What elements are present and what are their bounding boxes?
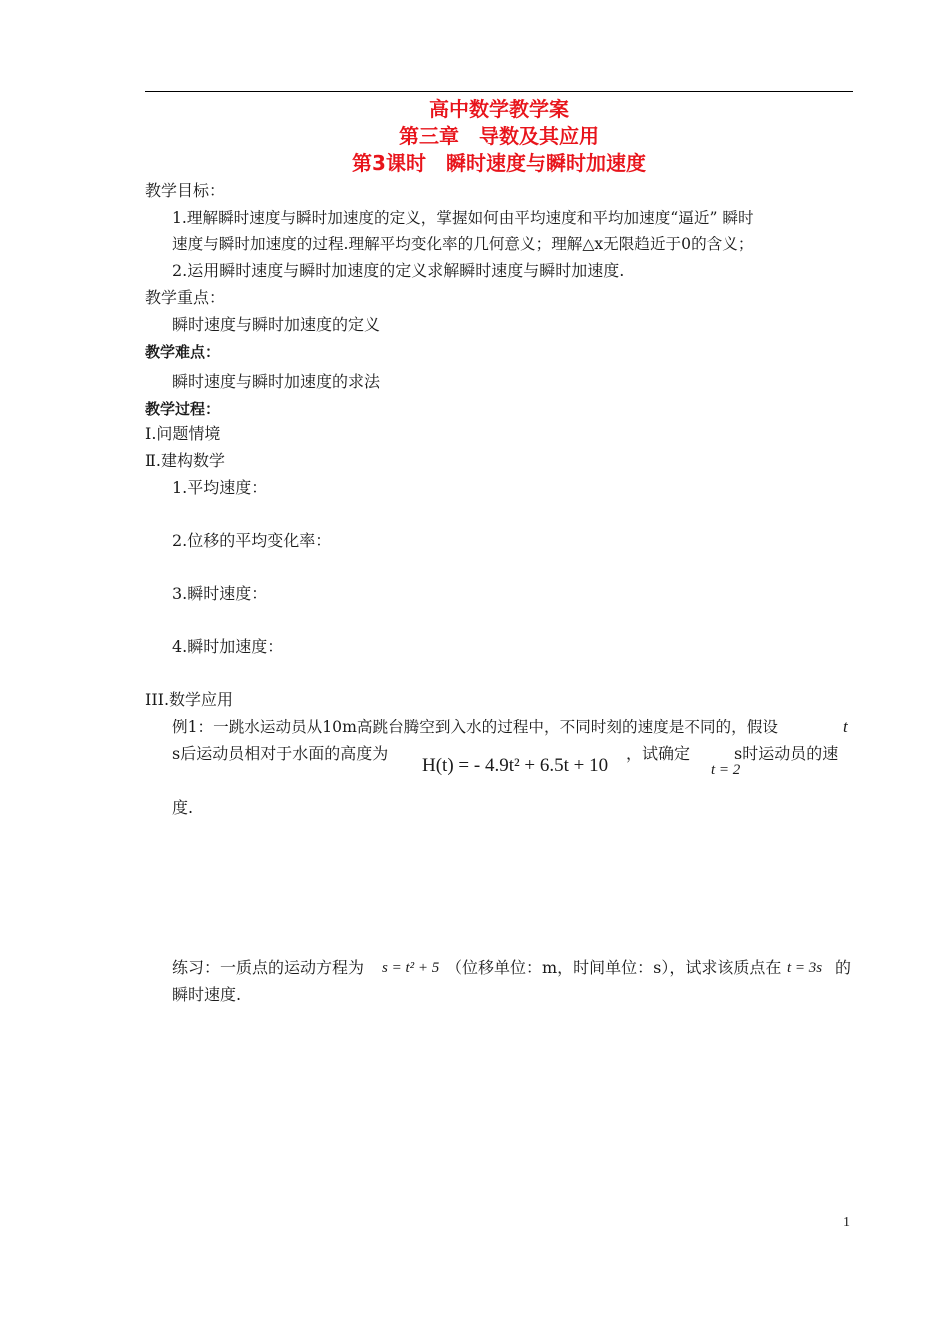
construct-item-1: 1.平均速度： [172, 478, 268, 497]
exercise-line-2: 瞬时速度. [172, 985, 242, 1004]
exercise-line-1c: 的 [835, 958, 852, 977]
header-rule [145, 91, 853, 92]
construct-item-3: 3.瞬时速度： [172, 584, 268, 603]
example-line-2a: s后运动员相对于水面的高度为 [172, 744, 389, 763]
page-number: 1 [843, 1215, 850, 1230]
key-point-text: 瞬时速度与瞬时加速度的定义 [172, 315, 381, 334]
example-line-3: 度. [172, 798, 194, 817]
exercise-condition: t = 3s [787, 960, 823, 976]
construct-item-2: 2.位移的平均变化率： [172, 531, 332, 550]
construct-item-4: 4.瞬时加速度： [172, 637, 284, 656]
chapter-title: 第三章 导数及其应用 [399, 124, 599, 148]
doc-title: 高中数学教学案 [429, 97, 569, 121]
title-block [145, 96, 853, 177]
example-line-2c: s时运动员的速 [734, 744, 839, 763]
section-2-heading: Ⅱ.建构数学 [145, 451, 225, 470]
difficulty-text: 瞬时速度与瞬时加速度的求法 [172, 372, 381, 391]
goal-item-1-line1: 1.理解瞬时速度与瞬时加速度的定义，掌握如何由平均速度和平均加速度“逼近” 瞬时 [172, 209, 754, 227]
goals-label: 教学目标： [145, 181, 226, 200]
goal-item-2: 2.运用瞬时速度与瞬时加速度的定义求解瞬时速度与瞬时加速度. [172, 261, 625, 280]
example-condition: t = 2 [711, 762, 741, 778]
section-1-heading: Ⅰ.问题情境 [145, 424, 221, 443]
lesson-title: 第3课时 瞬时速度与瞬时加速度 [352, 151, 646, 175]
section-3-heading: III.数学应用 [145, 690, 234, 709]
example-var-t: t [843, 717, 848, 736]
height-formula-text: H(t) = - 4.9t² + 6.5t + 10 [422, 755, 609, 776]
key-point-label: 教学重点： [145, 288, 226, 307]
exercise-line-1b: （位移单位：m，时间单位：s），试求该质点在 [446, 958, 782, 977]
process-label: 教学过程： [145, 400, 221, 418]
goal-item-1-line2: 速度与瞬时加速度的过程.理解平均变化率的几何意义；理解△x无限趋近于0的含义； [172, 235, 754, 253]
exercise-formula: s = t² + 5 [382, 960, 440, 976]
example-line-2b: ，试确定 [626, 744, 691, 763]
exercise-line-1a: 练习：一质点的运动方程为 [172, 958, 365, 977]
height-formula [422, 756, 608, 776]
difficulty-label: 教学难点： [145, 343, 221, 361]
example-line-1: 例1：一跳水运动员从10m高跳台腾空到入水的过程中，不同时刻的速度是不同的，假设 [172, 718, 778, 736]
